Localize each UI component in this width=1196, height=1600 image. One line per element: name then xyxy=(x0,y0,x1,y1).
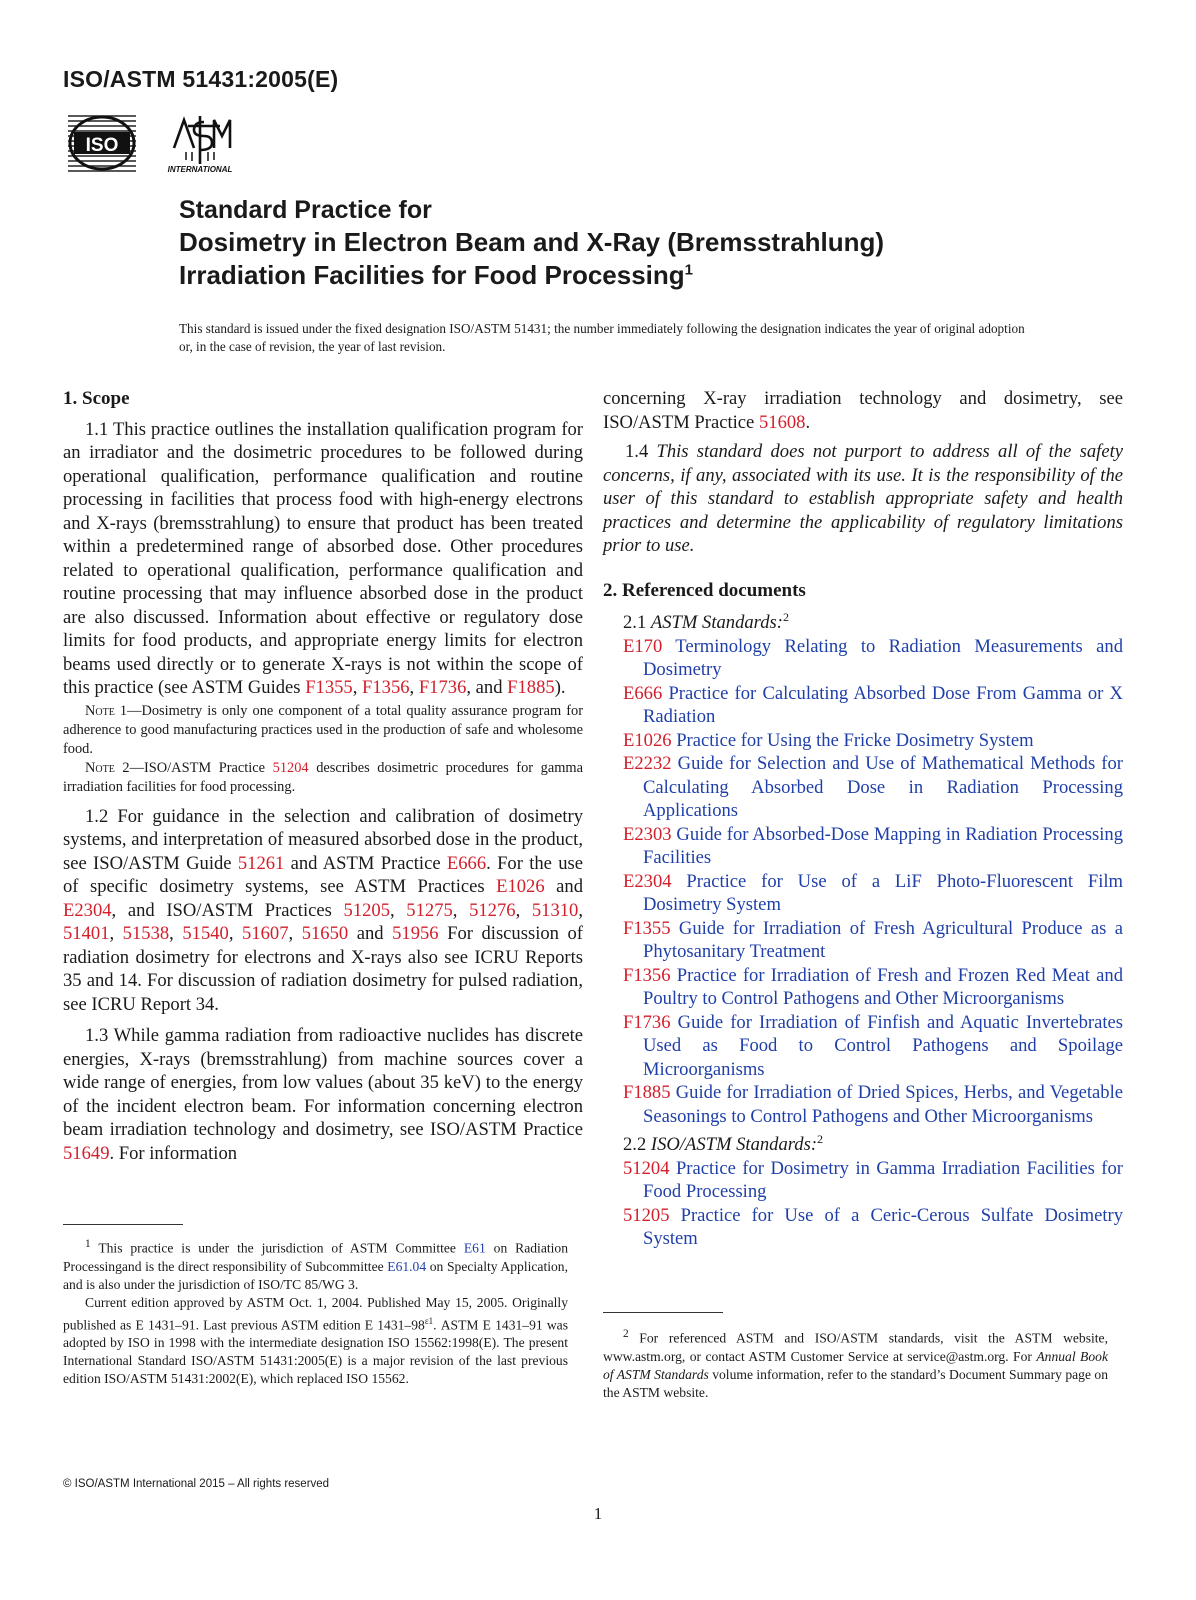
footnote-1-edition xyxy=(63,1294,568,1389)
text: 1.3 While gamma radiation from radioactive nuclides has discrete energies, X-rays (bremsstrahlung) from machine sources cover a wide range of energies, from low values (about 35 keV) to the energy of the incident electron beam. For information concerning electron beam irradiation technology and dosimetry, see ISO/ASTM Practice xyxy=(63,1025,583,1140)
reference-code[interactable]: E666 xyxy=(623,682,663,704)
ref-link-51608[interactable]: 51608 xyxy=(758,411,806,433)
paragraph-1-3 xyxy=(63,1024,583,1165)
subcommittee-link-e61-04[interactable]: E61.04 xyxy=(387,1258,427,1274)
ref-link-51956[interactable]: 51956 xyxy=(392,923,439,944)
note-2-text-a: 2—ISO/ASTM Practice xyxy=(114,759,273,776)
footnotes-right xyxy=(603,1312,1108,1402)
ref-link-51204[interactable]: 51204 xyxy=(272,759,309,776)
text: . ASTM E 1431–91 was adopted by ISO in 1998 with the intermediate designation ISO 15562:1998(E). The present International Standard ISO/ASTM 51431:2005(E) is a major revision of the last previous edition ISO/ASTM 51431:2002(E), which replaced ISO 15562. xyxy=(63,1317,568,1387)
note-1-text: 1—Dosimetry is only one component of a total quality assurance program for adherence to good manufacturing practices used in the production of safe and wholesome food. xyxy=(63,702,583,757)
iso-astm-standards-label xyxy=(603,1128,1123,1157)
text: volume information, refer to the standard’s Document Summary page on the ASTM website. xyxy=(603,1366,1108,1400)
reference-item[interactable] xyxy=(603,823,1123,870)
reference-code[interactable]: E2303 xyxy=(623,823,672,845)
reference-title[interactable]: Practice for Use of a LiF Photo-Fluorescent Film Dosimetry System xyxy=(643,870,1123,916)
paragraph-1-3-continuation xyxy=(603,387,1123,434)
reference-title[interactable]: Practice for Calculating Absorbed Dose From Gamma or X Radiation xyxy=(643,682,1123,728)
reference-item[interactable] xyxy=(603,1204,1123,1251)
title-line-1: Standard Practice for xyxy=(179,196,432,224)
astm-logo-subtext: INTERNATIONAL xyxy=(167,165,233,174)
reference-code[interactable]: E2232 xyxy=(623,753,672,775)
reference-item[interactable] xyxy=(603,682,1123,729)
paragraph-1-4 xyxy=(603,440,1123,558)
reference-item[interactable] xyxy=(603,1157,1123,1204)
paragraph-1-1-text: 1.1 This practice outlines the installation qualification program for an irradiator and the dosimetric procedures to be followed during operational qualification, performance qualification and routine processing in facilities that process food with high-energy electrons and X-rays (bremsstrahlung) to ensure that product has been treated within a predetermined range of absorbed dose. Other procedures related to operational qualification, performance qualification and routine processing that may influence absorbed dose in the product are also discussed. Information about effective or regulatory dose limits for food products, and appropriate energy limits for electron beams used directly or to generate X-rays is not within the scope of this practice (see ASTM Guides xyxy=(63,418,583,698)
issue-note: This standard is issued under the fixed designation ISO/ASTM 51431; the number immediately following the designation indicates the year of original adoption or, in the case of revision, the year of last revision. xyxy=(179,321,1025,354)
reference-title[interactable]: Guide for Absorbed-Dose Mapping in Radiation Processing Facilities xyxy=(643,823,1123,869)
text-sep: , and xyxy=(466,677,508,698)
ref-link-51205[interactable]: 51205 xyxy=(343,899,390,921)
text: and ASTM Practice xyxy=(284,852,447,874)
reference-title[interactable]: Guide for Irradiation of Fresh Agricultural Produce as a Phytosanitary Treatment xyxy=(643,917,1123,963)
document-title xyxy=(179,194,884,292)
note-2 xyxy=(63,759,583,797)
title-line-3-text: Irradiation Facilities for Food Processing xyxy=(179,260,685,290)
astm-standards-list xyxy=(603,635,1123,1129)
reference-code[interactable]: E1026 xyxy=(623,729,672,751)
ref-link-51650[interactable]: 51650 xyxy=(301,923,349,944)
title-footnote-mark: 1 xyxy=(684,261,693,279)
text: 1.2 For guidance in the selection and calibration of dosimetry systems, and interpretation of measured absorbed dose in the product, see ISO/ASTM Guide xyxy=(63,805,583,874)
paragraph-1-3-continuation-text: concerning X-ray irradiation technology and dosimetry, see ISO/ASTM Practice xyxy=(603,388,1123,433)
footnote-2 xyxy=(603,1325,1108,1402)
reference-title[interactable]: Practice for Using the Fricke Dosimetry System xyxy=(671,729,1034,751)
ref-link-51401[interactable]: 51401 xyxy=(63,923,110,944)
astm-standards-label xyxy=(603,606,1123,635)
reference-item[interactable] xyxy=(603,1011,1123,1082)
ref-link-e666[interactable]: E666 xyxy=(446,852,487,874)
reference-code[interactable]: F1356 xyxy=(623,964,671,986)
title-line-2: Dosimetry in Electron Beam and X-Ray (Bremsstrahlung) xyxy=(179,227,885,257)
reference-item[interactable] xyxy=(603,752,1123,823)
paragraph-1-1 xyxy=(63,418,583,700)
reference-item[interactable] xyxy=(603,635,1123,682)
text-sep: , xyxy=(409,677,419,698)
reference-title[interactable]: Guide for Selection and Use of Mathematical Methods for Calculating Absorbed Dose in Radiation Processing Applications xyxy=(643,753,1123,822)
footnote-mark: 2 xyxy=(782,610,789,624)
text: 2.1 xyxy=(623,612,651,634)
reference-title[interactable]: Practice for Use of a Ceric-Cerous Sulfate Dosimetry System xyxy=(643,1204,1123,1250)
referenced-documents-heading: 2. Referenced documents xyxy=(603,579,806,601)
ref-link-e2304[interactable]: E2304 xyxy=(63,899,112,921)
reference-title[interactable]: Practice for Dosimetry in Gamma Irradiation Facilities for Food Processing xyxy=(643,1157,1123,1203)
ref-link-f1356[interactable]: F1356 xyxy=(362,677,410,698)
ref-link-51275[interactable]: 51275 xyxy=(406,899,453,921)
text-end: ). xyxy=(554,677,566,698)
iso-logo-text: ISO xyxy=(85,135,119,156)
reference-title[interactable]: Guide for Irradiation of Dried Spices, Herbs, and Vegetable Seasonings to Control Pathogens and Other Microorganisms xyxy=(643,1082,1123,1127)
iso-astm-standards-list xyxy=(603,1157,1123,1251)
astm-logo-icon xyxy=(160,108,240,174)
footnote-2-mark: 2 xyxy=(623,1328,629,1340)
reference-item[interactable] xyxy=(603,964,1123,1011)
ref-link-51261[interactable]: 51261 xyxy=(237,852,285,874)
ref-link-51310[interactable]: 51310 xyxy=(531,899,579,921)
reference-code[interactable]: F1885 xyxy=(623,1082,671,1104)
reference-title[interactable]: Terminology Relating to Radiation Measurements and Dosimetry xyxy=(643,635,1123,681)
text: . xyxy=(805,411,811,433)
reference-item[interactable] xyxy=(603,1081,1123,1128)
note-2-text-b: describes dosimetric procedures for gamma irradiation facilities for food processing. xyxy=(63,759,584,795)
committee-link-e61[interactable]: E61 xyxy=(463,1240,486,1256)
ref-link-f1355[interactable]: F1355 xyxy=(305,677,353,698)
left-column xyxy=(63,387,583,1165)
footnote-mark: 2 xyxy=(817,1132,824,1147)
text-sep: , xyxy=(352,677,363,698)
ref-link-51540[interactable]: 51540 xyxy=(182,923,229,944)
note-2-label: Note xyxy=(85,759,115,776)
reference-title[interactable]: Practice for Irradiation of Fresh and Frozen Red Meat and Poultry to Control Pathogens and Other Microorganisms xyxy=(643,964,1123,1010)
reference-item[interactable] xyxy=(603,917,1123,964)
footnote-1 xyxy=(63,1235,568,1294)
text: For referenced ASTM and ISO/ASTM standards, visit the ASTM website, www.astm.org, or contact ASTM Customer Service at service@astm.org. For xyxy=(603,1330,1108,1364)
reference-code[interactable]: 51205 xyxy=(623,1204,670,1226)
text: ISO/ASTM Standards: xyxy=(650,1134,818,1156)
paragraph-1-4-text: This standard does not purport to address all of the safety concerns, if any, associated with its use. It is the responsibility of the user of this standard to establish appropriate safety and health practices and determine the applicability of regulatory limitations prior to use. xyxy=(603,441,1123,556)
copyright-notice: © ISO/ASTM International 2015 – All rights reserved xyxy=(63,1478,330,1490)
epsilon-mark: ε1 xyxy=(424,1315,434,1326)
ref-link-f1885[interactable]: F1885 xyxy=(507,677,555,698)
text: . For information xyxy=(109,1142,238,1164)
reference-item[interactable] xyxy=(603,729,1123,753)
ref-link-51607[interactable]: 51607 xyxy=(242,923,289,944)
ref-link-51649[interactable]: 51649 xyxy=(63,1142,110,1164)
reference-code[interactable]: F1736 xyxy=(623,1011,671,1033)
note-1-label: Note xyxy=(85,702,115,719)
iso-logo-icon xyxy=(66,110,138,174)
footnote-rule xyxy=(63,1224,183,1225)
text: . For the use of specific dosimetry systems, see ASTM Practices xyxy=(63,852,583,897)
text: Current edition approved by ASTM Oct. 1, 2004. Published May 15, 2005. Originally published as E 1431–91. Last previous ASTM edition E 1431–98 xyxy=(63,1294,568,1333)
document-designation: ISO/ASTM 51431:2005(E) xyxy=(63,66,339,92)
text: and xyxy=(348,923,393,944)
right-column-content xyxy=(603,387,1123,1251)
reference-title[interactable]: Guide for Irradiation of Finfish and Aquatic Invertebrates Used as Food to Control Pathogens and Spoilage Microorganisms xyxy=(643,1011,1123,1080)
footnotes-left xyxy=(63,1224,568,1388)
text: and xyxy=(544,876,583,897)
reference-code[interactable]: E2304 xyxy=(623,870,672,892)
text: 2.2 xyxy=(623,1134,651,1156)
text: on Specialty Application, and is also under the jurisdiction of ISO/TC 85/WG 3. xyxy=(63,1258,568,1292)
note-1 xyxy=(63,702,583,759)
reference-code[interactable]: F1355 xyxy=(623,917,671,939)
text: on Radiation Processingand is the direct responsibility of Subcommittee xyxy=(63,1240,569,1274)
reference-code[interactable]: E170 xyxy=(623,635,663,657)
scope-heading: 1. Scope xyxy=(63,388,130,409)
text: For discussion of radiation dosimetry for electrons and X-rays also see ICRU Reports 35 and 14. For discussion of radiation dosimetry for pulsed radiation, see ICRU Report 34. xyxy=(63,923,583,1015)
footnote-1-mark: 1 xyxy=(85,1238,91,1250)
text: This practice is under the jurisdiction of ASTM Committee xyxy=(90,1240,464,1256)
ref-link-f1736[interactable]: F1736 xyxy=(418,677,467,698)
paragraph-1-2: 1.2 For guidance in the selection and calibration of dosimetry systems, and interpretation of measured absorbed dose in the product, see ISO/ASTM Guide 51261 and ASTM Practice E666. For the use of specific dosimetry systems, see ASTM Practices E1026 and E2304, and ISO/ASTM Practices 51205, 51275, 51276, 51310, 51401, 51538, 51540, 51607, 51650 and 51956 For discussion of radiation dosimetry for electrons and X-rays also see ICRU Reports 35 and 14. For discussion of radiation dosimetry for pulsed radiation, see ICRU Report 34. xyxy=(63,805,583,1015)
title-line-3 xyxy=(179,259,884,292)
page-number: 1 xyxy=(593,1504,603,1523)
ref-link-51276[interactable]: 51276 xyxy=(469,899,516,921)
ref-link-51538[interactable]: 51538 xyxy=(122,923,170,944)
text: ASTM Standards: xyxy=(650,612,783,634)
reference-item[interactable] xyxy=(603,870,1123,917)
footnote-rule xyxy=(603,1312,723,1313)
text: Annual Book of ASTM Standards xyxy=(603,1348,1108,1382)
paragraph-1-4-number: 1.4 xyxy=(625,441,657,462)
reference-code[interactable]: 51204 xyxy=(623,1157,670,1179)
text: , and ISO/ASTM Practices xyxy=(111,899,344,921)
ref-link-e1026[interactable]: E1026 xyxy=(496,876,545,897)
